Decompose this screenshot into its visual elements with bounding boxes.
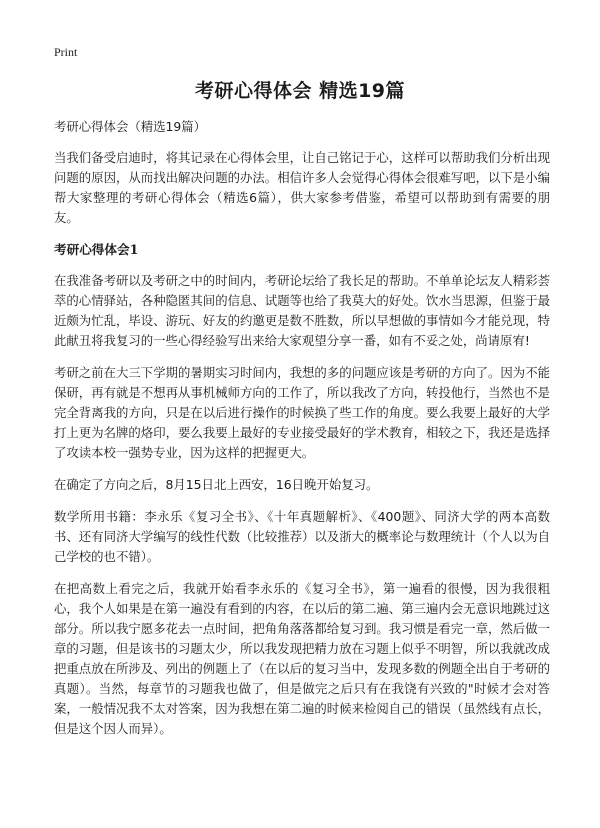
print-link[interactable]: Print — [54, 45, 78, 59]
body-paragraph: 在我准备考研以及考研之中的时间内，考研论坛给了我长足的帮助。不单单论坛友人精彩荟萃的心情驿站，各种隐匿其间的信息、试题等也给了我莫大的好处。饮水当思源，但鉴于最近颇为忙乱，毕设、游玩、好友的约邀更是数不胜数，所以早想做的事情如今才能兑现，特此献丑将我复习的一些心得经验写出来给大家观望分享一番，如有不妥之处，尚请原宥! — [54, 273, 550, 348]
body-paragraph: 数学所用书籍：李永乐《复习全书》、《十年真题解析》、《400题》、同济大学的两本高数书、还有同济大学编写的线性代数（比较推荐）以及浙大的概率论与数理统计（个人以为自己学校的也不错）。 — [54, 509, 550, 564]
body-paragraph: 在确定了方向之后，8月15日北上西安，16日晚开始复习。 — [54, 477, 379, 492]
body-paragraph: 考研之前在大三下学期的暑期实习时间内，我想的多的问题应该是考研的方向了。因为不能保研，再有就是不想再从事机械师方向的工作了，所以我改了方向，转投他行，当然也不是完全背离我的方向，只是在以后进行操作的时候换了些工作的角度。要么我要上最好的大学打上更为名牌的烙印，要么我要上最好的专业接受最好的学术教育，相较之下，我还是选择了攻读本校一强势专业，因为这样的把握更大。 — [54, 365, 550, 460]
body-paragraph: 在把高数上看完之后，我就开始看李永乐的《复习全书》，第一遍看的很慢，因为我很粗心，我个人如果是在第一遍没有看到的内容，在以后的第二遍、第三遍内会无意识地跳过这部分。所以我宁愿多花去一点时间，把角角落落都给复习到。我习惯是看完一章，然后做一章的习题，但是该书的习题太少，所以我发现把精力放在习题上似乎不明智，所以我就改成把重点放在所涉及、列出的例题上了（在以后的复习当中，发现多数的例题全出自于考研的真题）。当然，每章节的习题我也做了，但是做完之后只有在我饶有兴致的"时候才会对答案，一般情况我不太对答案，因为我想在第二遍的时候来检阅自己的错误（虽然线有点长，但是这个因人而异）。 — [54, 581, 550, 736]
intro-paragraph: 当我们备受启迪时，将其记录在心得体会里，让自己铭记于心，这样可以帮助我们分析出现问题的原因，从而找出解决问题的办法。相信许多人会觉得心得体会很难写吧，以下是小编帮大家整理的考研心得体会（精选6篇），供大家参考借鉴，希望可以帮助到有需要的朋友。 — [54, 150, 550, 225]
article-subtitle: 考研心得体会（精选19篇） — [54, 119, 207, 134]
page-title: 考研心得体会 精选19篇 — [194, 80, 406, 102]
section-heading: 考研心得体会1 — [54, 242, 139, 257]
article-body — [54, 117, 550, 751]
